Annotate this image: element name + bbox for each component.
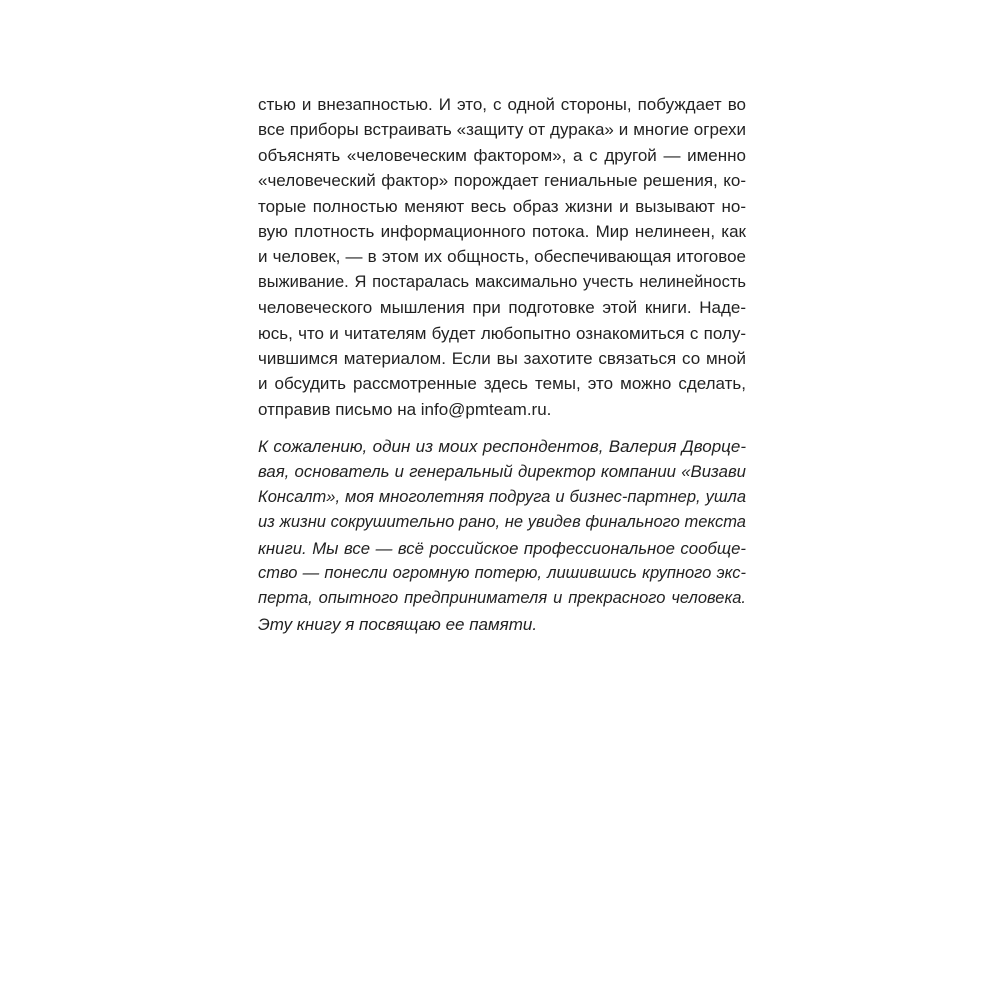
text-line: и обсудить рассмотренные здесь темы, это можно сделать, bbox=[258, 374, 746, 394]
text-line-email: отправив письмо на info@pmteam.ru. bbox=[258, 399, 552, 419]
dedication-line: книги. Мы все — всё российское профессиональное сообще- bbox=[258, 538, 746, 558]
text-line: торые полностью меняют весь образ жизни и вызывают но- bbox=[258, 196, 746, 216]
text-line: юсь, что и читателям будет любопытно ознакомиться с полу- bbox=[258, 323, 746, 343]
text-line: чившимся материалом. Если вы захотите связаться со мной bbox=[258, 348, 746, 368]
text-line: все приборы встраивать «защиту от дурака» и многие огрехи bbox=[258, 120, 746, 140]
dedication-line: Консалт», моя многолетняя подруга и бизнес-партнер, ушла bbox=[258, 487, 746, 506]
dedication-line: К сожалению, один из моих респондентов, Валерия Дворце- bbox=[258, 437, 746, 456]
text-line: объяснять «человеческим фактором», а с другой — именно bbox=[258, 145, 746, 165]
dedication-line: Эту книгу я посвящаю ее памяти. bbox=[258, 614, 538, 634]
dedication-line: ство — понесли огромную потерю, лишившись крупного экс- bbox=[258, 563, 746, 582]
text-line: и человек, — в этом их общность, обеспечивающая итоговое bbox=[258, 247, 746, 267]
dedication-line: из жизни сокрушительно рано, не увидев финального текста bbox=[258, 513, 746, 532]
dedication-paragraph bbox=[258, 434, 746, 637]
text-line: вую плотность информационного потока. Мир нелинеен, как bbox=[258, 221, 746, 241]
dedication-line: вая, основатель и генеральный директор компании «Визави bbox=[258, 462, 746, 482]
dedication-line: перта, опытного предпринимателя и прекрасного человека. bbox=[258, 589, 746, 608]
text-line: «человеческий фактор» порождает гениальные решения, ко- bbox=[258, 171, 746, 191]
text-line: человеческого мышления при подготовке этой книги. Наде- bbox=[258, 298, 746, 318]
text-line: стью и внезапностью. И это, с одной стороны, побуждает во bbox=[258, 95, 746, 114]
body-paragraph bbox=[258, 92, 746, 422]
text-line: выживание. Я постаралась максимально учесть нелинейность bbox=[258, 272, 746, 291]
